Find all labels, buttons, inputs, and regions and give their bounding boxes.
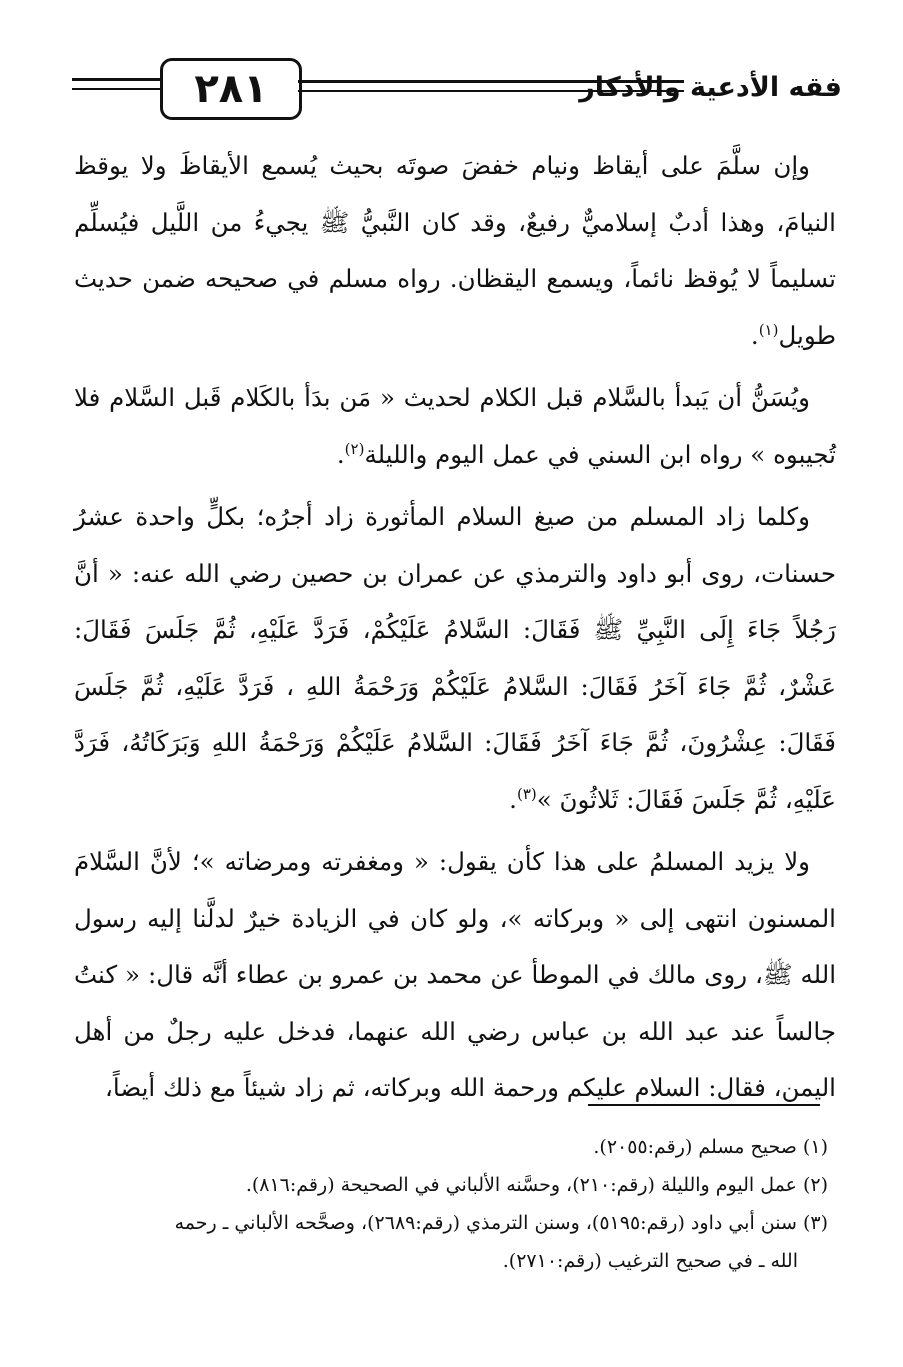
footnote-reference[interactable]: (٣) (516, 784, 537, 803)
footnote-3-continuation: الله ـ في صحيح الترغيب (رقم:٢٧١٠). (502, 1250, 798, 1272)
footnotes (68, 1128, 828, 1280)
paragraph-text: ويُسَنُّ أن يَبدأ بالسَّلام قبل الكلام لحديث « مَن بدَأ بالكَلام قَبل السَّلام فلا تُجيبوه » رواه ابن السني في عمل اليوم والليلة (74, 383, 836, 469)
paragraph-tail: . (336, 439, 345, 469)
footnote-separator (588, 1104, 820, 1106)
footnote-reference[interactable]: (١) (758, 320, 779, 339)
page-header (72, 58, 842, 128)
book-title: فقه الأدعية والأذكار (579, 72, 842, 103)
footnote-2: (٢) عمل اليوم والليلة (رقم:٢١٠)، وحسَّنه الألباني في الصحيحة (رقم:٨١٦). (245, 1174, 828, 1196)
paragraph (74, 834, 836, 1117)
header-rule-left-top (72, 78, 164, 81)
footnote-3: (٣) سنن أبي داود (رقم:٥١٩٥)، وسنن الترمذي (رقم:٢٦٨٩)، وصحَّحه الألباني ـ رحمه (174, 1212, 828, 1234)
page-number: ٢٨١ (160, 58, 302, 120)
paragraph-tail: . (750, 320, 759, 350)
header-rule-left-bottom (72, 88, 164, 90)
footnote-reference[interactable]: (٢) (344, 439, 365, 458)
paragraph-tail: . (509, 784, 517, 814)
paragraph-text: وكلما زاد المسلم من صيغ السلام المأثورة زاد أجرُه؛ بكلٍّ واحدة عشرُ حسنات، روى أبو داود والترمذي عن عمران بن حصين رضي الله عنه: « أنَّ رَجُلاً جَاءَ إِلَى النَّبِيِّ ﷺ فَقَالَ: السَّلامُ عَلَيْكُمْ، فَرَدَّ عَلَيْهِ، ثُمَّ جَلَسَ فَقَالَ: عَشْرٌ، ثُمَّ جَاءَ آخَرُ فَقَالَ: السَّلامُ عَلَيْكُمْ وَرَحْمَةُ اللهِ ، فَرَدَّ عَلَيْهِ، ثُمَّ جَلَسَ فَقَالَ: عِشْرُونَ، ثُمَّ جَاءَ آخَرُ فَقَالَ: السَّلامُ عَلَيْكُمْ وَرَحْمَةُ اللهِ وَبَرَكَاتُهُ، فَرَدَّ عَلَيْهِ، ثُمَّ جَلَسَ فَقَالَ: ثَلاثُونَ » (74, 502, 836, 814)
paragraph-text: وإن سلَّمَ على أيقاظ ونيام خفضَ صوتَه بحيث يُسمع الأيقاظَ ولا يوقظ النيامَ، وهذا أدبٌ إسلاميٌّ رفيعٌ، وقد كان النَّبيُّ ﷺ يجيءُ من اللَّيل فيُسلِّم تسليماً لا يُوقظ نائماً، ويسمع اليقظان. رواه مسلم في صحيحه ضمن حديث طويل (74, 151, 836, 350)
paragraph (74, 489, 836, 828)
paragraph (74, 370, 836, 483)
main-text (74, 138, 836, 1123)
footnote-1: (١) صحيح مسلم (رقم:٢٠٥٥). (593, 1136, 828, 1158)
paragraph (74, 138, 836, 364)
paragraph-text: ولا يزيد المسلمُ على هذا كأن يقول: « ومغفرته ومرضاته »؛ لأنَّ السَّلامَ المسنون انتهى إلى « وبركاته »، ولو كان في الزيادة خيرٌ لدلَّنا إليه رسول الله ﷺ، روى مالك في الموطأ عن محمد بن عمرو بن عطاء أنَّه قال: « كنتُ جالساً عند عبد الله بن عباس رضي الله عنهما، فدخل عليه رجلٌ من أهل اليمن، فقال: السلام عليكم ورحمة الله وبركاته، ثم زاد شيئاً مع ذلك أيضاً، (74, 847, 836, 1102)
